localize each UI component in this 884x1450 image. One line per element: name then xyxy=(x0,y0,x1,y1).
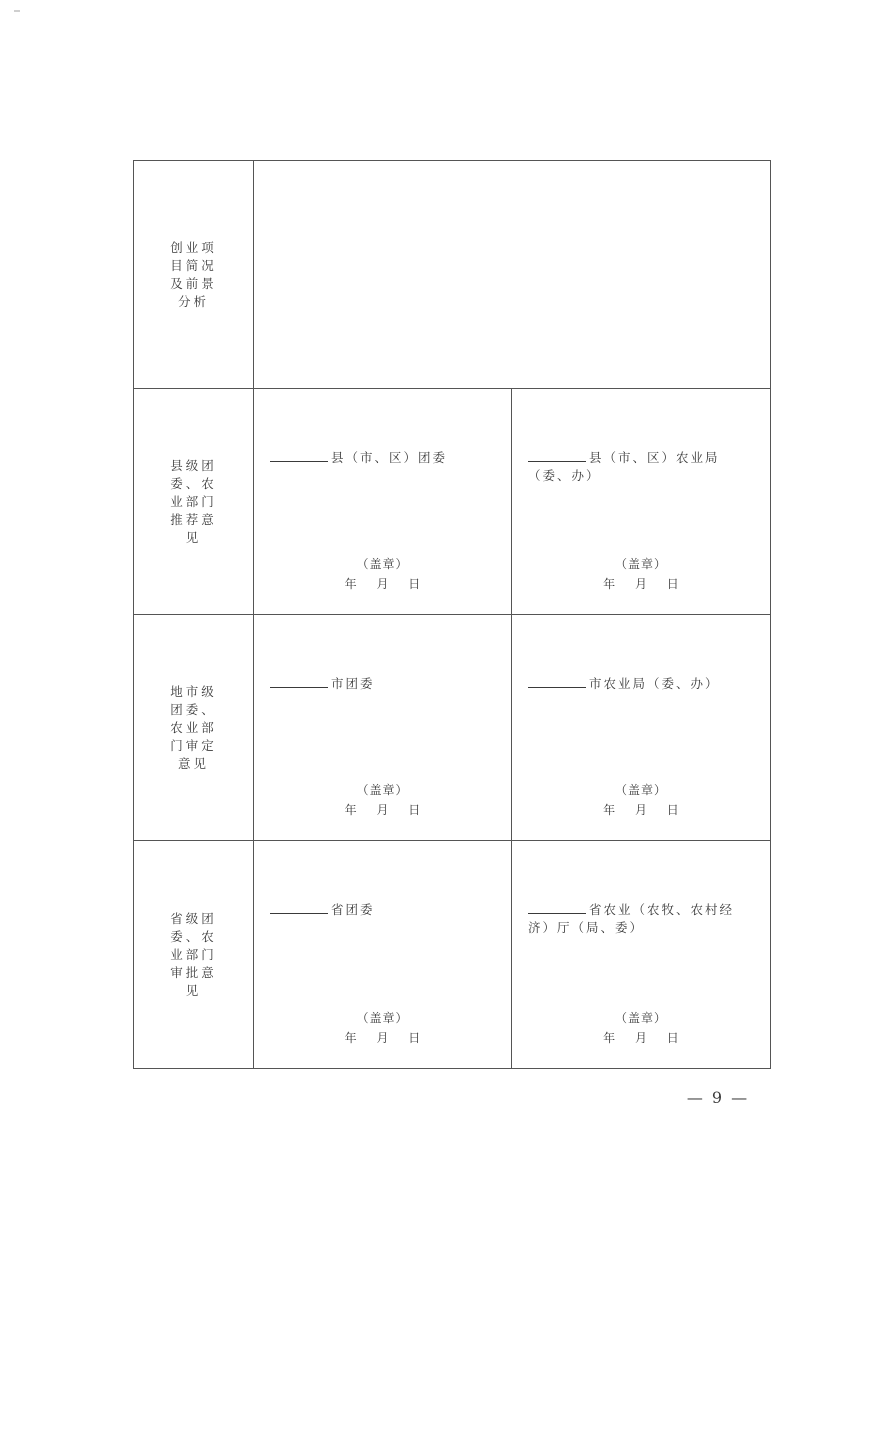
county-youth-league-cell[interactable] xyxy=(254,389,512,615)
county-youth-league-org xyxy=(270,449,497,467)
date-label: 年 月 日 xyxy=(603,803,679,817)
fill-blank-line[interactable] xyxy=(528,901,586,914)
fill-blank-line[interactable] xyxy=(270,901,328,914)
label-project-overview: 创业项目简况及前景分析 xyxy=(170,239,217,309)
label-cell-province xyxy=(134,841,254,1069)
row-city-approval xyxy=(134,615,771,841)
label-city-approval: 地市级团委、农业部门审定意见 xyxy=(170,683,217,771)
date-label: 年 月 日 xyxy=(344,1031,421,1045)
scan-speck xyxy=(14,10,20,12)
page-number: — 9 — xyxy=(686,1088,750,1107)
city-agriculture-bureau-label: 市农业局（委、办） xyxy=(589,676,720,691)
province-youth-league-label: 省团委 xyxy=(331,902,375,917)
fill-blank-line[interactable] xyxy=(528,675,586,688)
province-agriculture-department-org xyxy=(528,901,756,937)
province-agriculture-department-cell[interactable] xyxy=(512,841,771,1069)
city-agriculture-bureau-org xyxy=(528,675,756,693)
label-cell-city xyxy=(134,615,254,841)
row-county-recommendation xyxy=(134,389,771,615)
fill-blank-line[interactable] xyxy=(270,675,328,688)
row-project-overview xyxy=(134,161,771,389)
project-overview-content-cell[interactable] xyxy=(254,161,771,389)
fill-blank-line[interactable] xyxy=(270,449,328,462)
province-agriculture-department-label: 省农业（农牧、农村经济）厅（局、委） xyxy=(528,902,735,935)
application-form-table xyxy=(133,160,771,1069)
fill-blank-line[interactable] xyxy=(528,449,586,462)
city-youth-league-label: 市团委 xyxy=(331,676,375,691)
city-youth-league-org xyxy=(270,675,497,693)
label-province-approval: 省级团委、农业部门审批意见 xyxy=(170,910,217,998)
city-youth-league-cell[interactable] xyxy=(254,615,512,841)
date-label: 年 月 日 xyxy=(344,577,421,591)
date-label: 年 月 日 xyxy=(344,803,421,817)
label-cell-county xyxy=(134,389,254,615)
label-county-recommendation: 县级团委、农业部门推荐意见 xyxy=(170,457,217,545)
county-agriculture-bureau-label: 县（市、区）农业局（委、办） xyxy=(528,450,720,483)
stamp-label: （盖章） xyxy=(614,557,667,571)
province-youth-league-org xyxy=(270,901,497,919)
label-cell-project-overview xyxy=(134,161,254,389)
county-agriculture-bureau-org xyxy=(528,449,756,485)
city-agriculture-bureau-cell[interactable] xyxy=(512,615,771,841)
stamp-label: （盖章） xyxy=(356,783,409,797)
province-youth-league-cell[interactable] xyxy=(254,841,512,1069)
stamp-label: （盖章） xyxy=(356,557,409,571)
county-agriculture-bureau-cell[interactable] xyxy=(512,389,771,615)
date-label: 年 月 日 xyxy=(603,577,679,591)
stamp-label: （盖章） xyxy=(614,1011,667,1025)
stamp-label: （盖章） xyxy=(614,783,667,797)
county-youth-league-label: 县（市、区）团委 xyxy=(331,450,448,465)
stamp-label: （盖章） xyxy=(356,1011,409,1025)
row-province-approval xyxy=(134,841,771,1069)
date-label: 年 月 日 xyxy=(603,1031,679,1045)
